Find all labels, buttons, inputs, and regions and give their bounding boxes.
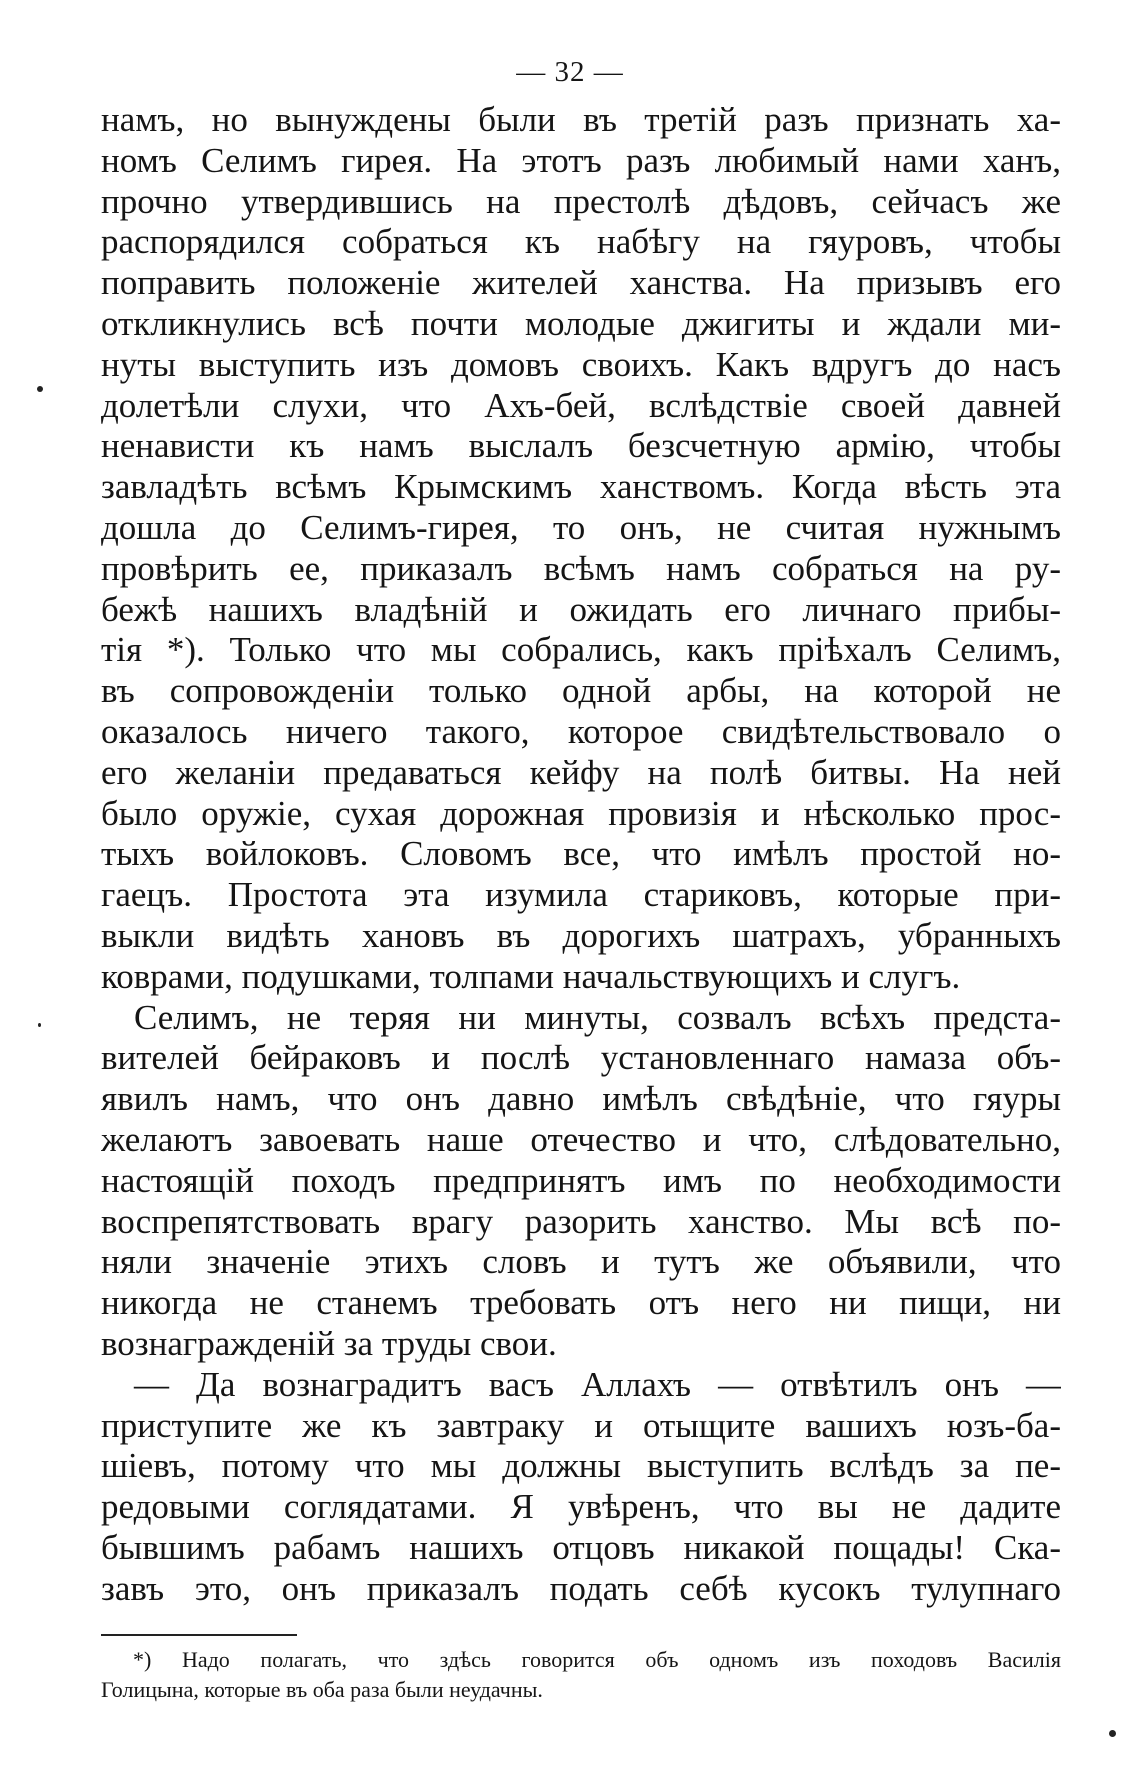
text-line: приступите же къ завтраку и отыщите вашихъ юзъ-ба-	[101, 1405, 1061, 1445]
text-line: коврами, подушками, толпами начальствующихъ и слугъ.	[101, 956, 961, 996]
text-line: бывшимъ рабамъ нашихъ отцовъ никакой пощады! Ска-	[101, 1527, 1061, 1567]
text-line: бежѣ нашихъ владѣній и ожидать его личнаго прибы-	[101, 589, 1061, 629]
text-line: откликнулись всѣ почти молодые джигиты и ждали ми-	[101, 303, 1061, 343]
footnote-divider	[101, 1634, 297, 1636]
text-line: вителей бейраковъ и послѣ установленнаго намаза объ-	[101, 1038, 1061, 1078]
text-line: было оружіе, сухая дорожная провизія и нѣсколько прос-	[101, 793, 1061, 833]
text-line: нуты выступить изъ домовъ своихъ. Какъ вдругъ до насъ	[101, 344, 1061, 384]
text-line: воспрепятствовать врагу разорить ханство. Мы всѣ по-	[101, 1201, 1061, 1241]
text-line: завладѣть всѣмъ Крымскимъ ханствомъ. Когда вѣсть эта	[101, 467, 1061, 507]
text-line: ненависти къ намъ выслалъ безсчетную армію, чтобы	[101, 426, 1061, 466]
text-line: провѣрить ее, приказалъ всѣмъ намъ собраться на ру-	[101, 548, 1061, 588]
text-line: его желаніи предаваться кейфу на полѣ битвы. На ней	[101, 752, 1061, 792]
text-line: номъ Селимъ гирея. На этотъ разъ любимый нами ханъ,	[101, 140, 1061, 180]
text-line: вознагражденій за труды свои.	[101, 1323, 557, 1363]
text-line: тыхъ войлоковъ. Словомъ все, что имѣлъ простой но-	[101, 834, 1061, 874]
text-line: — Да вознаградитъ васъ Аллахъ — отвѣтилъ онъ —	[134, 1364, 1061, 1404]
footnote-line: *) Надо полагать, что здѣсь говорится объ одномъ изъ походовъ Василія	[133, 1647, 1061, 1672]
text-line: оказалось ничего такого, которое свидѣтельствовало о	[101, 711, 1061, 751]
text-line: Селимъ, не теряя ни минуты, созвалъ всѣхъ предста-	[134, 997, 1061, 1037]
text-line: распорядился собраться къ набѣгу на гяуровъ, чтобы	[101, 222, 1061, 262]
text-line: долетѣли слухи, что Ахъ-бей, вслѣдствіе своей давней	[101, 385, 1061, 425]
text-line: редовыми соглядатами. Я увѣренъ, что вы не дадите	[101, 1487, 1061, 1527]
scan-speck	[37, 386, 43, 392]
text-line: настоящій походъ предпринятъ имъ по необходимости	[101, 1160, 1061, 1200]
text-line: завъ это, онъ приказалъ подать себѣ кусокъ тулупнаго	[101, 1568, 1061, 1608]
text-line: тія *). Только что мы собрались, какъ пріѣхалъ Селимъ,	[101, 630, 1061, 670]
text-line: няли значеніе этихъ словъ и тутъ же объявили, что	[101, 1242, 1061, 1282]
text-line: намъ, но вынуждены были въ третій разъ признать ха-	[101, 100, 1061, 139]
scan-speck	[1109, 1730, 1116, 1737]
text-line: шіевъ, потому что мы должны выступить вслѣдъ за пе-	[101, 1446, 1061, 1486]
text-line: никогда не станемъ требовать отъ него ни пищи, ни	[101, 1283, 1061, 1323]
page-number: — 32 —	[516, 56, 624, 88]
body-text	[101, 100, 1061, 1609]
text-line: дошла до Селимъ-гирея, то онъ, не считая нужнымъ	[101, 507, 1061, 547]
text-line: выкли видѣть хановъ въ дорогихъ шатрахъ, убранныхъ	[101, 915, 1061, 955]
text-line: явилъ намъ, что онъ давно имѣлъ свѣдѣніе, что гяуры	[101, 1079, 1061, 1119]
text-line: желаютъ завоевать наше отечество и что, слѣдовательно,	[101, 1119, 1061, 1159]
text-line: поправить положеніе жителей ханства. На призывъ его	[101, 263, 1061, 303]
footnote	[101, 1645, 1061, 1705]
text-line: прочно утвердившись на престолѣ дѣдовъ, сейчасъ же	[101, 181, 1061, 221]
footnote-line: Голицына, которые въ оба раза были неудачны.	[101, 1677, 543, 1702]
text-line: въ сопровожденіи только одной арбы, на которой не	[101, 671, 1061, 711]
text-line: гаецъ. Простота эта изумила стариковъ, которые при-	[101, 875, 1061, 915]
scan-speck	[38, 1023, 41, 1027]
